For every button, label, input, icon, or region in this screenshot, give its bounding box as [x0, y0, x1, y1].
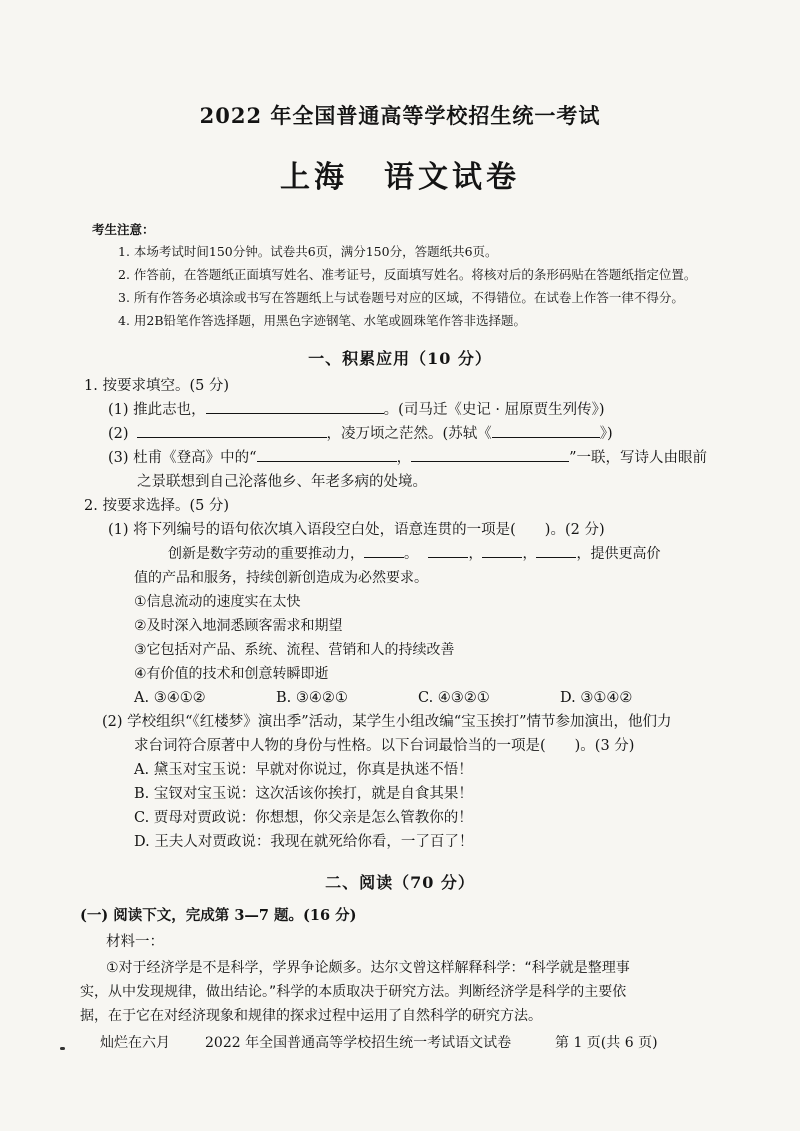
q2-stem: 2. 按要求选择。(5 分): [84, 498, 230, 514]
paper-title-subject: 语文试卷: [384, 160, 520, 195]
footer-page-number: 第 1 页(共 6 页): [555, 1035, 658, 1051]
notice-item: 1. 本场考试时间150分钟。试卷共6页，满分150分，答题纸共6页。: [118, 244, 498, 259]
answer-blank[interactable]: [482, 542, 522, 558]
paragraph-line: 实，从中发现规律，做出结论。”科学的本质取决于研究方法。判断经济学是科学的主要依: [80, 984, 627, 1000]
q1-part3-line2: 之景联想到自己沦落他乡、年老多病的处境。: [137, 474, 427, 490]
section2-title: 二、阅读（70 分）: [325, 873, 475, 892]
option-b[interactable]: B. ③④②①: [276, 690, 348, 706]
page-footer: [100, 1032, 720, 1052]
answer-blank[interactable]: [257, 446, 397, 462]
q2-part1-options: [134, 686, 632, 710]
scan-speck: [60, 1047, 65, 1050]
exam-title: 2022 年全国普通高等学校招生统一考试: [199, 103, 601, 128]
answer-blank[interactable]: [137, 422, 327, 438]
answer-blank[interactable]: [411, 446, 569, 462]
option-c[interactable]: C. ④③②①: [418, 690, 490, 706]
option-d[interactable]: D. ③①④②: [560, 690, 633, 706]
q2-part1-passage-line2: 值的产品和服务，持续创新创造成为必然要求。: [134, 570, 428, 586]
footer-exam: 2022 年全国普通高等学校招生统一考试语文试卷: [205, 1035, 512, 1051]
option-b[interactable]: B. 宝钗对宝玉说：这次活该你挨打，就是自食其果！: [134, 786, 473, 802]
part1-heading: (一) 阅读下文，完成第 3—7 题。(16 分): [80, 907, 357, 924]
option-a[interactable]: A. 黛玉对宝玉说：早就对你说过，你真是执迷不悟！: [134, 762, 473, 778]
option-d[interactable]: D. 王夫人对贾政说：我现在就死给你看，一了百了！: [134, 834, 474, 850]
q1-part2: (2) ，凌万顷之茫然。(苏轼《 》): [108, 422, 613, 446]
q2-part1-item: ③它包括对产品、系统、流程、营销和人的持续改善: [134, 642, 455, 658]
paragraph-line: 据，在于它在对经济现象和规律的探求过程中运用了自然科学的研究方法。: [80, 1008, 542, 1024]
footer-source: 灿烂在六月: [100, 1035, 170, 1051]
q1-part1: (1) 推此志也， 。(司马迁《史记 · 屈原贾生列传》): [108, 398, 605, 422]
q2-part2-stem-line2: 求台词符合原著中人物的身份与性格。以下台词最恰当的一项是( )。(3 分): [134, 738, 635, 754]
notice-item: 4. 用2B铅笔作答选择题，用黑色字迹钢笔、水笔或圆珠笔作答非选择题。: [118, 313, 527, 328]
option-a[interactable]: A. ③④①②: [134, 690, 206, 706]
paragraph-line: ①对于经济学是不是科学，学界争论颇多。达尔文曾这样解释科学：“科学就是整理事: [106, 960, 630, 976]
notice-item: 3. 所有作答务必填涂或书写在答题纸上与试卷题号对应的区域，不得错位。在试卷上作答一律不得分。: [118, 290, 684, 305]
notice-list: [118, 240, 788, 332]
notice-heading: 考生注意：: [92, 222, 155, 237]
q1-part3: (3) 杜甫《登高》中的“ ， ”一联，写诗人由眼前: [108, 446, 707, 470]
section1-title: 一、积累应用（10 分）: [308, 349, 492, 368]
paper-title: [0, 152, 800, 196]
answer-blank[interactable]: [206, 398, 384, 414]
q2-part1-item: ②及时深入地洞悉顾客需求和期望: [134, 618, 343, 634]
answer-blank[interactable]: [492, 422, 600, 438]
q2-part1-item: ④有价值的技术和创意转瞬即逝: [134, 666, 329, 682]
option-c[interactable]: C. 贾母对贾政说：你想想，你父亲是怎么管教你的！: [134, 810, 473, 826]
q1-stem: 1. 按要求填空。(5 分): [84, 378, 230, 394]
paper-title-region: 上海: [280, 160, 348, 195]
material-label: 材料一：: [106, 934, 164, 950]
q2-part2-stem: (2) 学校组织“《红楼梦》演出季”活动，某学生小组改编“宝玉挨打”情节参加演出，他们力: [102, 714, 672, 730]
answer-blank[interactable]: [428, 542, 468, 558]
q2-part1-stem: (1) 将下列编号的语句依次填入语段空白处，语意连贯的一项是( )。(2 分): [108, 522, 605, 538]
q2-part1-passage: 创新是数字劳动的重要推动力， 。 ， ， ，提供更高价: [168, 542, 660, 566]
notice-item: 2. 作答前，在答题纸正面填写姓名、准考证号，反面填写姓名。将核对后的条形码贴在答题纸指定位置。: [118, 267, 697, 282]
q2-part1-item: ①信息流动的速度实在太快: [134, 594, 301, 610]
answer-blank[interactable]: [364, 542, 404, 558]
answer-blank[interactable]: [536, 542, 576, 558]
